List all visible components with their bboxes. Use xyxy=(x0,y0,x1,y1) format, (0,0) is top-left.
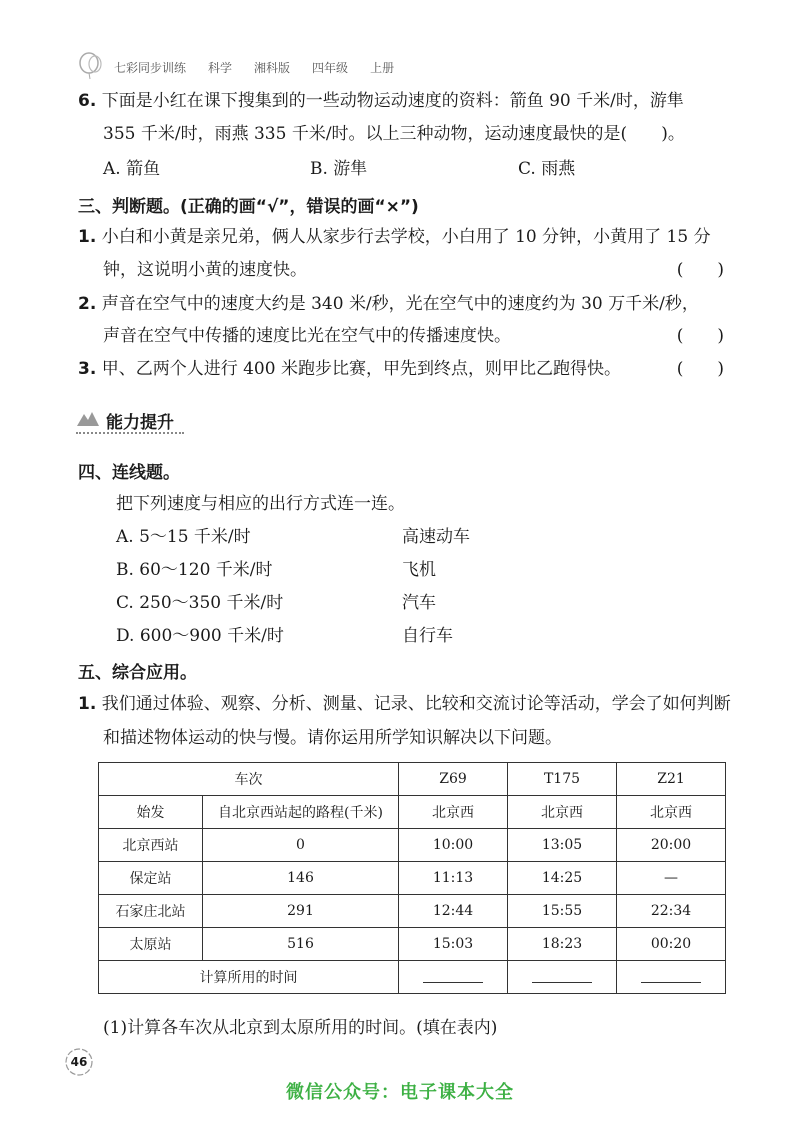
origin-label-cell: 始发 xyxy=(99,796,203,829)
origin-t175: 北京西 xyxy=(508,796,617,829)
train-z21-header: Z21 xyxy=(617,763,726,796)
judge-1-answer-paren[interactable]: ( ) xyxy=(676,260,724,280)
section-3-title: 三、判断题。(正确的画“√”，错误的画“×”) xyxy=(78,197,419,217)
table-row: 石家庄北站 291 12:44 15:55 22:34 xyxy=(99,895,726,928)
judge-2-answer-paren[interactable]: ( ) xyxy=(676,326,724,346)
train-schedule-table xyxy=(98,762,726,994)
page-number: 46 xyxy=(62,1045,96,1079)
match-right-2[interactable]: 飞机 xyxy=(402,560,436,580)
table-row: 保定站 146 11:13 14:25 — xyxy=(99,862,726,895)
judge-3-line1: 3. 甲、乙两个人进行 400 米跑步比赛，甲先到终点，则甲比乙跑得快。 xyxy=(78,359,621,379)
distance-label-cell: 自北京西站起的路程(千米) xyxy=(203,796,399,829)
table-header-row xyxy=(99,763,726,796)
elapsed-time-label: 计算所用的时间 xyxy=(99,961,399,994)
application-1-line2: 和描述物体运动的快与慢。请你运用所学知识解决以下问题。 xyxy=(103,728,562,748)
grade: 四年级 xyxy=(312,61,349,75)
section-4-title: 四、连线题。 xyxy=(78,463,180,483)
match-right-4[interactable]: 自行车 xyxy=(402,626,453,646)
question-6-option-a: A. 箭鱼 xyxy=(103,159,161,179)
origin-z69: 北京西 xyxy=(399,796,508,829)
match-right-1[interactable]: 高速动车 xyxy=(402,527,470,547)
question-6-option-b: B. 游隼 xyxy=(310,159,368,179)
match-left-a[interactable]: A. 5～15 千米/时 xyxy=(116,527,251,547)
question-6-option-c: C. 雨燕 xyxy=(518,159,576,179)
judge-3-answer-paren[interactable]: ( ) xyxy=(676,359,724,379)
question-6-line2: 355 千米/时，雨燕 335 千米/时。以上三种动物，运动速度最快的是( )。 xyxy=(103,124,685,144)
match-right-3[interactable]: 汽车 xyxy=(402,593,436,613)
application-1-line1: 1. 我们通过体验、观察、分析、测量、记录、比较和交流讨论等活动，学会了如何判断 xyxy=(78,694,731,714)
judge-1-line1: 1. 小白和小黄是亲兄弟，俩人从家步行去学校，小白用了 10 分钟，小黄用了 15 分 xyxy=(78,227,711,247)
judge-1-line2: 钟，这说明小黄的速度快。 xyxy=(103,260,307,280)
question-6-line1: 6. 下面是小红在课下搜集到的一些动物运动速度的资料：箭鱼 90 千米/时，游隼 xyxy=(78,91,684,111)
elapsed-t175-blank[interactable] xyxy=(508,961,617,994)
table-footer-row xyxy=(99,961,726,994)
judge-2-line1: 2. 声音在空气中的速度大约是 340 米/秒，光在空气中的速度约为 30 万千米/秒， xyxy=(78,294,699,314)
match-left-b[interactable]: B. 60～120 千米/时 xyxy=(116,560,273,580)
mountain-icon xyxy=(76,409,100,432)
match-left-c[interactable]: C. 250～350 千米/时 xyxy=(116,593,284,613)
match-left-d[interactable]: D. 600～900 千米/时 xyxy=(116,626,284,646)
table-row: 北京西站 0 10:00 13:05 20:00 xyxy=(99,829,726,862)
train-z69-header: Z69 xyxy=(399,763,508,796)
train-t175-header: T175 xyxy=(508,763,617,796)
train-label-cell: 车次 xyxy=(99,763,399,796)
footer-watermark: 微信公众号：电子课本大全 xyxy=(286,1082,514,1103)
elapsed-z21-blank[interactable] xyxy=(617,961,726,994)
subject: 科学 xyxy=(208,61,233,75)
page-header xyxy=(78,52,406,83)
section-5-title: 五、综合应用。 xyxy=(78,663,197,683)
volume: 上册 xyxy=(370,61,395,75)
table-row: 太原站 516 15:03 18:23 00:20 xyxy=(99,928,726,961)
edition: 湘科版 xyxy=(254,61,291,75)
balloon-icon xyxy=(78,52,104,83)
ability-underline xyxy=(76,432,184,434)
section-4-instruction: 把下列速度与相应的出行方式连一连。 xyxy=(116,494,405,514)
elapsed-z69-blank[interactable] xyxy=(399,961,508,994)
table-subheader-row xyxy=(99,796,726,829)
judge-2-line2: 声音在空气中传播的速度比光在空气中的传播速度快。 xyxy=(103,326,511,346)
ability-heading: 能力提升 xyxy=(76,408,174,433)
series-name: 七彩同步训练 xyxy=(114,61,187,75)
origin-z21: 北京西 xyxy=(617,796,726,829)
sub-question-1: (1)计算各车次从北京到太原所用的时间。(填在表内) xyxy=(103,1018,498,1038)
